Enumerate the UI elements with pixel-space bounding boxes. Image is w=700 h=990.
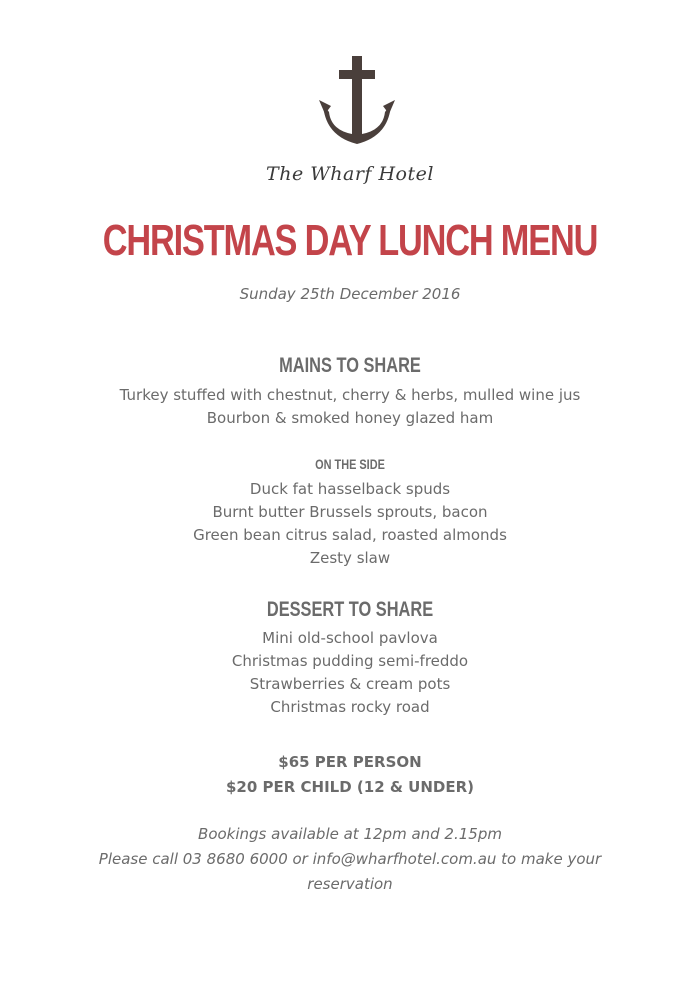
list-item: Green bean citrus salad, roasted almonds — [193, 526, 507, 544]
list-item: Christmas rocky road — [270, 698, 430, 716]
side-list — [0, 478, 700, 570]
booking-contact-line2: reservation — [307, 875, 393, 893]
menu-title: CHRISTMAS DAY LUNCH MENU — [102, 216, 598, 265]
booking-times: Bookings available at 12pm and 2.15pm — [198, 825, 502, 843]
list-item: Christmas pudding semi-freddo — [231, 652, 469, 670]
anchor-icon — [319, 56, 395, 148]
list-item: Zesty slaw — [309, 549, 391, 567]
list-item: Burnt butter Brussels sprouts, bacon — [212, 503, 488, 521]
list-item: Duck fat hasselback spuds — [249, 480, 451, 498]
list-item: Bourbon & smoked honey glazed ham — [206, 409, 494, 427]
brand-name: The Wharf Hotel — [266, 163, 434, 185]
mains-heading: MAINS TO SHARE — [279, 354, 421, 377]
dessert-list — [0, 627, 700, 719]
side-heading: ON THE SIDE — [315, 456, 385, 472]
child-price: $20 PER CHILD (12 & UNDER) — [225, 778, 474, 796]
mains-list — [0, 384, 700, 430]
list-item: Mini old-school pavlova — [262, 629, 438, 647]
booking-info — [0, 822, 700, 897]
pricing — [0, 750, 700, 800]
adult-price: $65 PER PERSON — [278, 753, 422, 771]
booking-contact-line1: Please call 03 8680 6000 or info@wharfhotel.com.au to make your — [98, 850, 602, 868]
list-item: Turkey stuffed with chestnut, cherry & herbs, mulled wine jus — [119, 386, 581, 404]
dessert-heading: DESSERT TO SHARE — [266, 598, 434, 621]
menu-date: Sunday 25th December 2016 — [239, 285, 461, 303]
list-item: Strawberries & cream pots — [249, 675, 451, 693]
